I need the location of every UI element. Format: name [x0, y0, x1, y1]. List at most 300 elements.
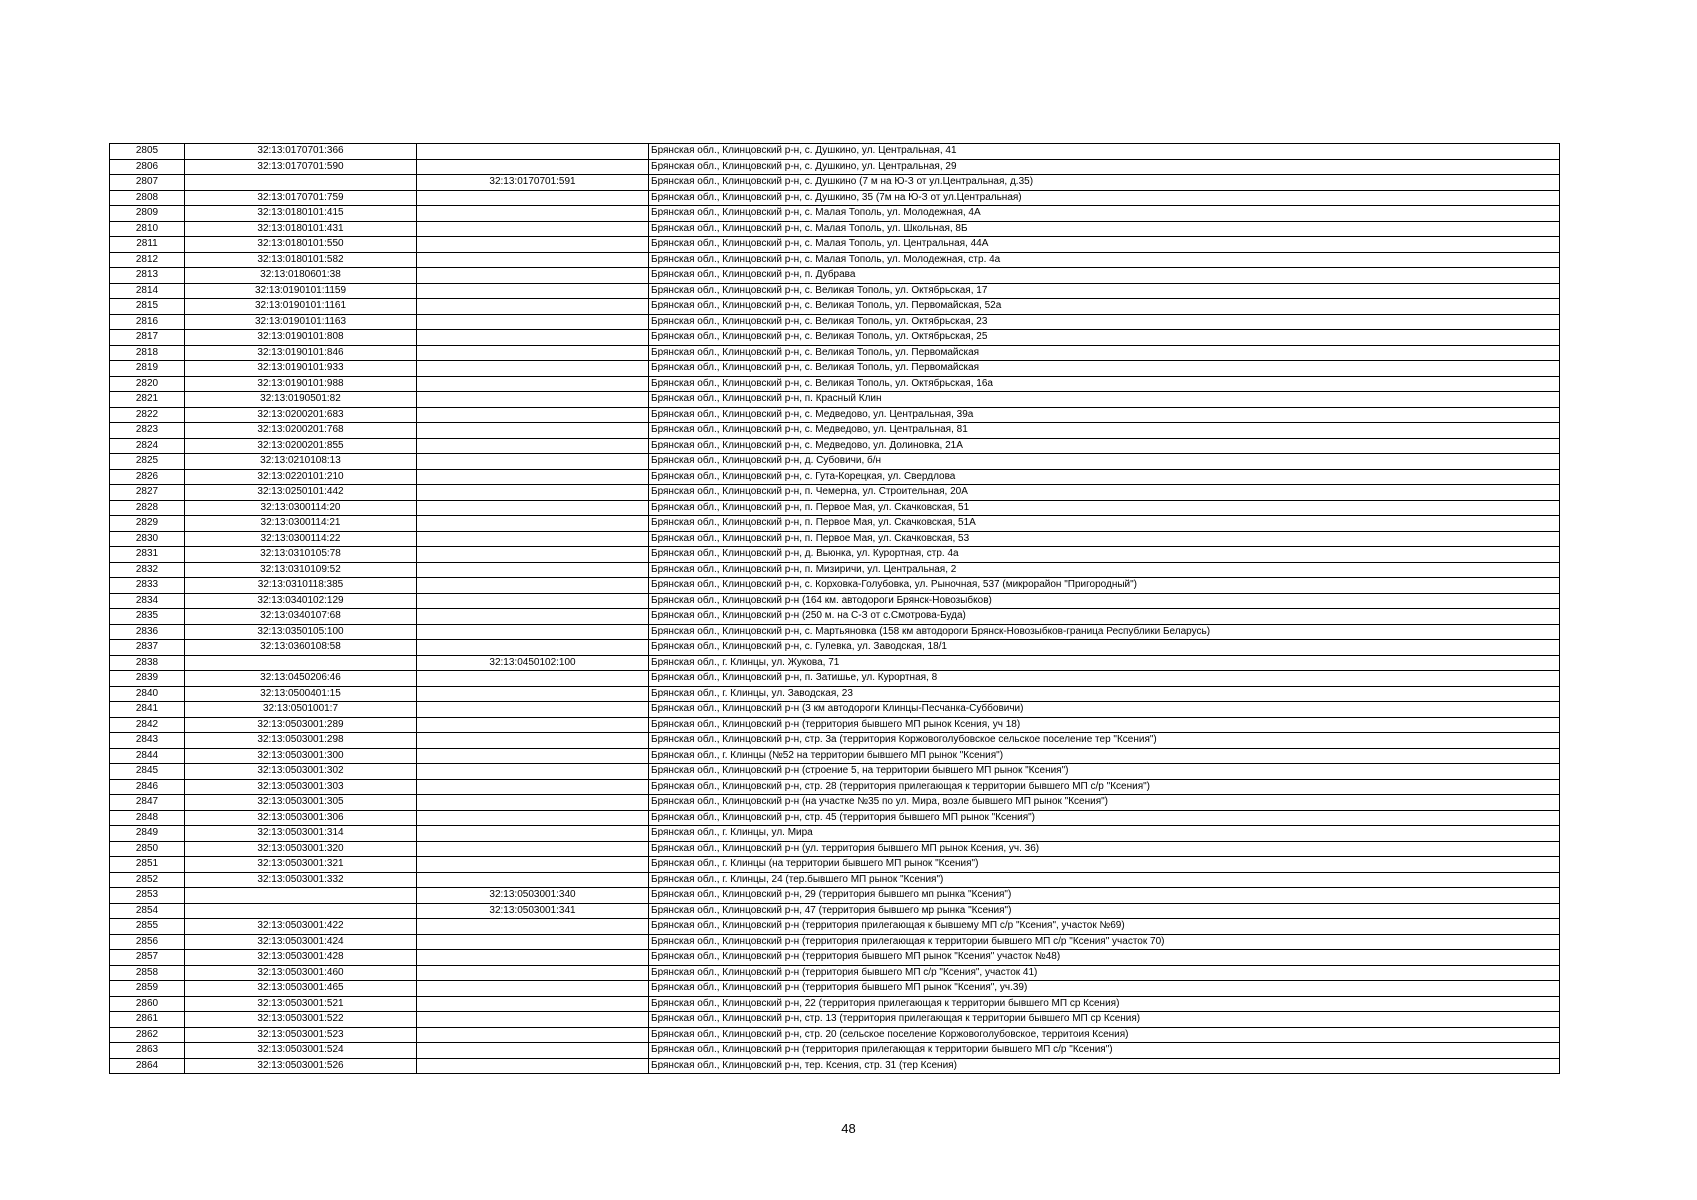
cadastral-number-alt-cell [417, 578, 649, 594]
address-cell: Брянская обл., Клинцовский р-н, стр. 3а (территория Коржовоголубовское сельское поселение тер "Ксения") [649, 733, 1560, 749]
cadastral-number-cell: 32:13:0503001:314 [185, 826, 417, 842]
row-number-cell: 2855 [110, 919, 185, 935]
cadastral-number-cell: 32:13:0500401:15 [185, 686, 417, 702]
cadastral-number-cell: 32:13:0503001:422 [185, 919, 417, 935]
table-row [110, 221, 1560, 237]
address-cell: Брянская обл., Клинцовский р-н, д. Субовичи, б/н [649, 454, 1560, 470]
address-cell: Брянская обл., Клинцовский р-н (строение 5, на территории бывшего МП рынок "Ксения") [649, 764, 1560, 780]
table-row [110, 593, 1560, 609]
cadastral-number-alt-cell [417, 748, 649, 764]
cadastral-number-alt-cell [417, 438, 649, 454]
address-cell: Брянская обл., Клинцовский р-н, п. Затишье, ул. Курортная, 8 [649, 671, 1560, 687]
table-row [110, 144, 1560, 160]
cadastral-number-cell: 32:13:0310109:52 [185, 562, 417, 578]
table-row [110, 423, 1560, 439]
row-number-cell: 2857 [110, 950, 185, 966]
cadastral-number-cell: 32:13:0360108:58 [185, 640, 417, 656]
row-number-cell: 2822 [110, 407, 185, 423]
row-number-cell: 2806 [110, 159, 185, 175]
row-number-cell: 2808 [110, 190, 185, 206]
row-number-cell: 2849 [110, 826, 185, 842]
cadastral-number-alt-cell [417, 1043, 649, 1059]
address-cell: Брянская обл., г. Клинцы (на территории бывшего МП рынок "Ксения") [649, 857, 1560, 873]
table-row [110, 965, 1560, 981]
cadastral-number-cell: 32:13:0503001:303 [185, 779, 417, 795]
cadastral-number-cell: 32:13:0300114:22 [185, 531, 417, 547]
table-row [110, 1012, 1560, 1028]
table-row [110, 857, 1560, 873]
cadastral-number-cell: 32:13:0180101:582 [185, 252, 417, 268]
row-number-cell: 2818 [110, 345, 185, 361]
cadastral-number-alt-cell [417, 268, 649, 284]
address-cell: Брянская обл., Клинцовский р-н, стр. 28 (территория прилегающая к территории бывшего МП с/р "Ксения") [649, 779, 1560, 795]
table-row [110, 888, 1560, 904]
row-number-cell: 2835 [110, 609, 185, 625]
cadastral-number-cell: 32:13:0503001:300 [185, 748, 417, 764]
cadastral-number-cell: 32:13:0340107:68 [185, 609, 417, 625]
row-number-cell: 2819 [110, 361, 185, 377]
table-row [110, 640, 1560, 656]
row-number-cell: 2847 [110, 795, 185, 811]
cadastral-number-alt-cell [417, 965, 649, 981]
cadastral-number-alt-cell [417, 407, 649, 423]
table-row [110, 702, 1560, 718]
table-row [110, 361, 1560, 377]
cadastral-number-cell: 32:13:0170701:759 [185, 190, 417, 206]
cadastral-number-alt-cell [417, 717, 649, 733]
table-row [110, 469, 1560, 485]
row-number-cell: 2845 [110, 764, 185, 780]
row-number-cell: 2831 [110, 547, 185, 563]
address-cell: Брянская обл., Клинцовский р-н (на участке №35 по ул. Мира, возле бывшего МП рынок "Ксения") [649, 795, 1560, 811]
address-cell: Брянская обл., Клинцовский р-н (территория бывшего МП рынок "Ксения", уч.39) [649, 981, 1560, 997]
cadastral-number-alt-cell [417, 206, 649, 222]
cadastral-number-cell: 32:13:0503001:298 [185, 733, 417, 749]
row-number-cell: 2864 [110, 1058, 185, 1074]
cadastral-number-cell: 32:13:0310105:78 [185, 547, 417, 563]
address-cell: Брянская обл., Клинцовский р-н, с. Душкино, 35 (7м на Ю-З от ул.Центральная) [649, 190, 1560, 206]
row-number-cell: 2839 [110, 671, 185, 687]
cadastral-number-cell: 32:13:0503001:306 [185, 810, 417, 826]
cadastral-number-cell: 32:13:0503001:305 [185, 795, 417, 811]
table-row [110, 268, 1560, 284]
cadastral-number-cell: 32:13:0503001:424 [185, 934, 417, 950]
address-cell: Брянская обл., г. Клинцы (№52 на территории бывшего МП рынок "Ксения") [649, 748, 1560, 764]
address-cell: Брянская обл., г. Клинцы, 24 (тер.бывшего МП рынок "Ксения") [649, 872, 1560, 888]
cadastral-number-alt-cell [417, 795, 649, 811]
table-row [110, 283, 1560, 299]
table-row [110, 485, 1560, 501]
cadastral-number-cell: 32:13:0503001:302 [185, 764, 417, 780]
address-cell: Брянская обл., Клинцовский р-н (ул. территория бывшего МП рынок Ксения, уч. 36) [649, 841, 1560, 857]
cadastral-number-alt-cell [417, 330, 649, 346]
cadastral-number-cell: 32:13:0503001:522 [185, 1012, 417, 1028]
row-number-cell: 2844 [110, 748, 185, 764]
cadastral-number-cell: 32:13:0503001:523 [185, 1027, 417, 1043]
table-row [110, 407, 1560, 423]
table-row [110, 841, 1560, 857]
cadastral-number-alt-cell [417, 981, 649, 997]
address-cell: Брянская обл., Клинцовский р-н, п. Первое Мая, ул. Скачковская, 51А [649, 516, 1560, 532]
cadastral-number-cell: 32:13:0300114:21 [185, 516, 417, 532]
cadastral-number-alt-cell [417, 609, 649, 625]
address-cell: Брянская обл., Клинцовский р-н, п. Красный Клин [649, 392, 1560, 408]
address-cell: Брянская обл., Клинцовский р-н (территория прилегающая к территории бывшего МП с/р "Ксения") [649, 1043, 1560, 1059]
cadastral-number-alt-cell [417, 764, 649, 780]
table-row [110, 609, 1560, 625]
table-row [110, 376, 1560, 392]
table-row [110, 206, 1560, 222]
address-cell: Брянская обл., Клинцовский р-н, п. Дубрава [649, 268, 1560, 284]
table-row [110, 826, 1560, 842]
address-cell: Брянская обл., Клинцовский р-н, п. Чемерна, ул. Строительная, 20А [649, 485, 1560, 501]
cadastral-number-alt-cell [417, 826, 649, 842]
row-number-cell: 2826 [110, 469, 185, 485]
address-cell: Брянская обл., Клинцовский р-н, 47 (территория бывшего мр рынка "Ксения") [649, 903, 1560, 919]
row-number-cell: 2807 [110, 175, 185, 191]
row-number-cell: 2812 [110, 252, 185, 268]
row-number-cell: 2815 [110, 299, 185, 315]
cadastral-number-cell: 32:13:0503001:465 [185, 981, 417, 997]
address-cell: Брянская обл., Клинцовский р-н, п. Мизиричи, ул. Центральная, 2 [649, 562, 1560, 578]
address-cell: Брянская обл., Клинцовский р-н, с. Малая Тополь, ул. Школьная, 8Б [649, 221, 1560, 237]
cadastral-number-alt-cell: 32:13:0503001:340 [417, 888, 649, 904]
address-cell: Брянская обл., Клинцовский р-н, п. Первое Мая, ул. Скачковская, 53 [649, 531, 1560, 547]
row-number-cell: 2863 [110, 1043, 185, 1059]
cadastral-number-alt-cell [417, 702, 649, 718]
table-row [110, 748, 1560, 764]
address-cell: Брянская обл., Клинцовский р-н (территория бывшего МП рынок "Ксения" участок №48) [649, 950, 1560, 966]
cadastral-number-alt-cell [417, 1012, 649, 1028]
cadastral-number-cell: 32:13:0350105:100 [185, 624, 417, 640]
cadastral-number-cell: 32:13:0503001:332 [185, 872, 417, 888]
table-row [110, 934, 1560, 950]
records-table [109, 143, 1560, 1074]
table-row [110, 314, 1560, 330]
row-number-cell: 2833 [110, 578, 185, 594]
page-number: 48 [841, 1121, 856, 1136]
cadastral-number-alt-cell [417, 252, 649, 268]
address-cell: Брянская обл., Клинцовский р-н, с. Медведово, ул. Центральная, 81 [649, 423, 1560, 439]
cadastral-number-alt-cell [417, 485, 649, 501]
table-row [110, 1027, 1560, 1043]
table-row [110, 237, 1560, 253]
cadastral-number-cell: 32:13:0503001:289 [185, 717, 417, 733]
address-cell: Брянская обл., Клинцовский р-н, с. Малая Тополь, ул. Молодежная, стр. 4а [649, 252, 1560, 268]
address-cell: Брянская обл., Клинцовский р-н, д. Вьюнка, ул. Курортная, стр. 4а [649, 547, 1560, 563]
cadastral-number-cell: 32:13:0501001:7 [185, 702, 417, 718]
cadastral-number-alt-cell [417, 593, 649, 609]
row-number-cell: 2809 [110, 206, 185, 222]
table-row [110, 190, 1560, 206]
row-number-cell: 2860 [110, 996, 185, 1012]
cadastral-number-cell: 32:13:0503001:524 [185, 1043, 417, 1059]
table-row [110, 159, 1560, 175]
address-cell: Брянская обл., Клинцовский р-н, с. Гута-Корецкая, ул. Свердлова [649, 469, 1560, 485]
row-number-cell: 2811 [110, 237, 185, 253]
cadastral-number-alt-cell [417, 469, 649, 485]
address-cell: Брянская обл., Клинцовский р-н, с. Малая Тополь, ул. Молодежная, 4А [649, 206, 1560, 222]
address-cell: Брянская обл., Клинцовский р-н, с. Гулевка, ул. Заводская, 18/1 [649, 640, 1560, 656]
table-row [110, 392, 1560, 408]
table-row [110, 500, 1560, 516]
row-number-cell: 2810 [110, 221, 185, 237]
table-row [110, 903, 1560, 919]
cadastral-number-cell: 32:13:0210108:13 [185, 454, 417, 470]
table-row [110, 345, 1560, 361]
cadastral-number-cell: 32:13:0310118:385 [185, 578, 417, 594]
row-number-cell: 2859 [110, 981, 185, 997]
cadastral-number-cell: 32:13:0503001:526 [185, 1058, 417, 1074]
table-row [110, 733, 1560, 749]
cadastral-number-alt-cell [417, 919, 649, 935]
address-cell: Брянская обл., Клинцовский р-н, с. Великая Тополь, ул. Октябрьская, 17 [649, 283, 1560, 299]
row-number-cell: 2854 [110, 903, 185, 919]
address-cell: Брянская обл., Клинцовский р-н (территория бывшего МП с/р "Ксения", участок 41) [649, 965, 1560, 981]
row-number-cell: 2848 [110, 810, 185, 826]
cadastral-number-cell: 32:13:0190101:1161 [185, 299, 417, 315]
row-number-cell: 2843 [110, 733, 185, 749]
row-number-cell: 2805 [110, 144, 185, 160]
address-cell: Брянская обл., Клинцовский р-н, с. Корховка-Голубовка, ул. Рыночная, 537 (микрорайон "Пригородный") [649, 578, 1560, 594]
cadastral-number-cell: 32:13:0250101:442 [185, 485, 417, 501]
cadastral-number-cell: 32:13:0200201:683 [185, 407, 417, 423]
cadastral-number-cell: 32:13:0190101:933 [185, 361, 417, 377]
row-number-cell: 2817 [110, 330, 185, 346]
table-row [110, 764, 1560, 780]
address-cell: Брянская обл., Клинцовский р-н, с. Великая Тополь, ул. Первомайская [649, 345, 1560, 361]
cadastral-number-cell: 32:13:0450206:46 [185, 671, 417, 687]
cadastral-number-alt-cell [417, 671, 649, 687]
row-number-cell: 2814 [110, 283, 185, 299]
table-row [110, 562, 1560, 578]
address-cell: Брянская обл., Клинцовский р-н, с. Великая Тополь, ул. Первомайская, 52а [649, 299, 1560, 315]
cadastral-number-cell: 32:13:0503001:428 [185, 950, 417, 966]
row-number-cell: 2820 [110, 376, 185, 392]
cadastral-number-alt-cell [417, 516, 649, 532]
row-number-cell: 2834 [110, 593, 185, 609]
table-row [110, 624, 1560, 640]
address-cell: Брянская обл., Клинцовский р-н (250 м. на С-З от с.Смотрова-Буда) [649, 609, 1560, 625]
cadastral-number-alt-cell [417, 562, 649, 578]
address-cell: Брянская обл., Клинцовский р-н, с. Душкино (7 м на Ю-З от ул.Центральная, д.35) [649, 175, 1560, 191]
cadastral-number-cell: 32:13:0200201:768 [185, 423, 417, 439]
address-cell: Брянская обл., Клинцовский р-н, п. Первое Мая, ул. Скачковская, 51 [649, 500, 1560, 516]
address-cell: Брянская обл., г. Клинцы, ул. Мира [649, 826, 1560, 842]
cadastral-number-cell: 32:13:0300114:20 [185, 500, 417, 516]
cadastral-number-alt-cell: 32:13:0503001:341 [417, 903, 649, 919]
cadastral-number-cell [185, 903, 417, 919]
cadastral-number-cell [185, 655, 417, 671]
cadastral-number-cell: 32:13:0200201:855 [185, 438, 417, 454]
address-cell: Брянская обл., Клинцовский р-н (территория прилегающая к территории бывшего МП с/р "Ксения" участок 70) [649, 934, 1560, 950]
row-number-cell: 2813 [110, 268, 185, 284]
address-cell: Брянская обл., Клинцовский р-н (164 км. автодороги Брянск-Новозыбков) [649, 593, 1560, 609]
cadastral-number-cell: 32:13:0170701:366 [185, 144, 417, 160]
cadastral-number-alt-cell [417, 283, 649, 299]
row-number-cell: 2856 [110, 934, 185, 950]
row-number-cell: 2828 [110, 500, 185, 516]
table-row [110, 1043, 1560, 1059]
address-cell: Брянская обл., Клинцовский р-н, 29 (территория бывшего мп рынка "Ксения") [649, 888, 1560, 904]
address-cell: Брянская обл., Клинцовский р-н, с. Медведово, ул. Долиновка, 21А [649, 438, 1560, 454]
row-number-cell: 2858 [110, 965, 185, 981]
row-number-cell: 2821 [110, 392, 185, 408]
cadastral-number-alt-cell: 32:13:0450102:100 [417, 655, 649, 671]
table-row [110, 454, 1560, 470]
row-number-cell: 2852 [110, 872, 185, 888]
cadastral-number-alt-cell [417, 1027, 649, 1043]
address-cell: Брянская обл., Клинцовский р-н, с. Душкино, ул. Центральная, 41 [649, 144, 1560, 160]
row-number-cell: 2825 [110, 454, 185, 470]
table-row [110, 531, 1560, 547]
row-number-cell: 2830 [110, 531, 185, 547]
cadastral-number-alt-cell [417, 779, 649, 795]
table-row [110, 795, 1560, 811]
cadastral-number-cell: 32:13:0190101:1159 [185, 283, 417, 299]
cadastral-number-alt-cell [417, 733, 649, 749]
address-cell: Брянская обл., Клинцовский р-н, с. Малая Тополь, ул. Центральная, 44А [649, 237, 1560, 253]
table-row [110, 950, 1560, 966]
cadastral-number-cell: 32:13:0503001:521 [185, 996, 417, 1012]
address-cell: Брянская обл., Клинцовский р-н, тер. Ксения, стр. 31 (тер Ксения) [649, 1058, 1560, 1074]
row-number-cell: 2861 [110, 1012, 185, 1028]
cadastral-number-cell: 32:13:0180101:550 [185, 237, 417, 253]
table-row [110, 717, 1560, 733]
cadastral-number-cell [185, 175, 417, 191]
cadastral-number-alt-cell [417, 841, 649, 857]
row-number-cell: 2862 [110, 1027, 185, 1043]
cadastral-number-alt-cell [417, 423, 649, 439]
row-number-cell: 2853 [110, 888, 185, 904]
table-row [110, 516, 1560, 532]
cadastral-number-cell: 32:13:0503001:460 [185, 965, 417, 981]
address-cell: Брянская обл., Клинцовский р-н (территория прилегающая к бывшему МП с/р "Ксения", участок №69) [649, 919, 1560, 935]
table-row [110, 981, 1560, 997]
row-number-cell: 2838 [110, 655, 185, 671]
cadastral-number-alt-cell [417, 454, 649, 470]
cadastral-number-alt-cell [417, 314, 649, 330]
table-row [110, 919, 1560, 935]
cadastral-number-alt-cell [417, 640, 649, 656]
cadastral-number-cell: 32:13:0190501:82 [185, 392, 417, 408]
cadastral-number-cell: 32:13:0190101:846 [185, 345, 417, 361]
row-number-cell: 2829 [110, 516, 185, 532]
table-row [110, 872, 1560, 888]
cadastral-number-alt-cell [417, 547, 649, 563]
cadastral-number-alt-cell [417, 872, 649, 888]
cadastral-number-cell: 32:13:0340102:129 [185, 593, 417, 609]
row-number-cell: 2842 [110, 717, 185, 733]
cadastral-number-alt-cell [417, 686, 649, 702]
address-cell: Брянская обл., Клинцовский р-н, с. Медведово, ул. Центральная, 39а [649, 407, 1560, 423]
address-cell: Брянская обл., Клинцовский р-н, с. Душкино, ул. Центральная, 29 [649, 159, 1560, 175]
address-cell: Брянская обл., Клинцовский р-н, стр. 20 (сельское поселение Коржовоголубовское, территоия Ксения) [649, 1027, 1560, 1043]
cadastral-number-cell: 32:13:0220101:210 [185, 469, 417, 485]
row-number-cell: 2850 [110, 841, 185, 857]
table-row [110, 671, 1560, 687]
address-cell: Брянская обл., Клинцовский р-н, стр. 13 (территория прилегающая к территории бывшего МП ср Ксения) [649, 1012, 1560, 1028]
cadastral-number-alt-cell [417, 857, 649, 873]
address-cell: Брянская обл., г. Клинцы, ул. Заводская, 23 [649, 686, 1560, 702]
table-row [110, 299, 1560, 315]
cadastral-number-alt-cell [417, 299, 649, 315]
table-row [110, 578, 1560, 594]
cadastral-number-cell: 32:13:0180101:431 [185, 221, 417, 237]
cadastral-number-alt-cell [417, 190, 649, 206]
address-cell: Брянская обл., Клинцовский р-н, с. Мартьяновка (158 км автодороги Брянск-Новозыбков-граница Республики Беларусь) [649, 624, 1560, 640]
address-cell: Брянская обл., Клинцовский р-н, с. Великая Тополь, ул. Октябрьская, 16а [649, 376, 1560, 392]
table-row [110, 438, 1560, 454]
row-number-cell: 2846 [110, 779, 185, 795]
table-row [110, 655, 1560, 671]
cadastral-number-alt-cell [417, 237, 649, 253]
address-cell: Брянская обл., Клинцовский р-н (территория бывшего МП рынок Ксения, уч 18) [649, 717, 1560, 733]
cadastral-number-alt-cell [417, 361, 649, 377]
row-number-cell: 2823 [110, 423, 185, 439]
table-row [110, 547, 1560, 563]
table-row [110, 175, 1560, 191]
cadastral-number-alt-cell [417, 376, 649, 392]
row-number-cell: 2840 [110, 686, 185, 702]
cadastral-number-cell: 32:13:0190101:988 [185, 376, 417, 392]
cadastral-number-alt-cell [417, 345, 649, 361]
row-number-cell: 2816 [110, 314, 185, 330]
address-cell: Брянская обл., г. Клинцы, ул. Жукова, 71 [649, 655, 1560, 671]
address-cell: Брянская обл., Клинцовский р-н, с. Великая Тополь, ул. Первомайская [649, 361, 1560, 377]
row-number-cell: 2851 [110, 857, 185, 873]
address-cell: Брянская обл., Клинцовский р-н, стр. 45 (территория бывшего МП рынок "Ксения") [649, 810, 1560, 826]
cadastral-number-cell: 32:13:0503001:321 [185, 857, 417, 873]
row-number-cell: 2836 [110, 624, 185, 640]
table-row [110, 779, 1560, 795]
cadastral-number-alt-cell [417, 934, 649, 950]
cadastral-number-cell: 32:13:0180101:415 [185, 206, 417, 222]
cadastral-number-cell [185, 888, 417, 904]
address-cell: Брянская обл., Клинцовский р-н (3 км автодороги Клинцы-Песчанка-Суббовичи) [649, 702, 1560, 718]
cadastral-number-cell: 32:13:0170701:590 [185, 159, 417, 175]
cadastral-number-alt-cell [417, 221, 649, 237]
address-cell: Брянская обл., Клинцовский р-н, 22 (территория прилегающая к территории бывшего МП ср Ксения) [649, 996, 1560, 1012]
cadastral-number-alt-cell [417, 159, 649, 175]
cadastral-number-alt-cell [417, 950, 649, 966]
address-cell: Брянская обл., Клинцовский р-н, с. Великая Тополь, ул. Октябрьская, 23 [649, 314, 1560, 330]
table-row [110, 330, 1560, 346]
table-row [110, 1058, 1560, 1074]
cadastral-number-alt-cell [417, 1058, 649, 1074]
row-number-cell: 2827 [110, 485, 185, 501]
cadastral-number-alt-cell [417, 810, 649, 826]
table-row [110, 996, 1560, 1012]
cadastral-number-cell: 32:13:0190101:1163 [185, 314, 417, 330]
records-table-body [110, 144, 1560, 1074]
table-row [110, 686, 1560, 702]
table-row [110, 810, 1560, 826]
row-number-cell: 2837 [110, 640, 185, 656]
cadastral-number-alt-cell [417, 624, 649, 640]
cadastral-number-alt-cell [417, 392, 649, 408]
row-number-cell: 2832 [110, 562, 185, 578]
cadastral-number-alt-cell [417, 144, 649, 160]
table-row [110, 252, 1560, 268]
cadastral-number-cell: 32:13:0190101:808 [185, 330, 417, 346]
address-cell: Брянская обл., Клинцовский р-н, с. Великая Тополь, ул. Октябрьская, 25 [649, 330, 1560, 346]
row-number-cell: 2824 [110, 438, 185, 454]
cadastral-number-cell: 32:13:0180601:38 [185, 268, 417, 284]
cadastral-number-alt-cell [417, 531, 649, 547]
cadastral-number-alt-cell: 32:13:0170701:591 [417, 175, 649, 191]
cadastral-number-alt-cell [417, 500, 649, 516]
